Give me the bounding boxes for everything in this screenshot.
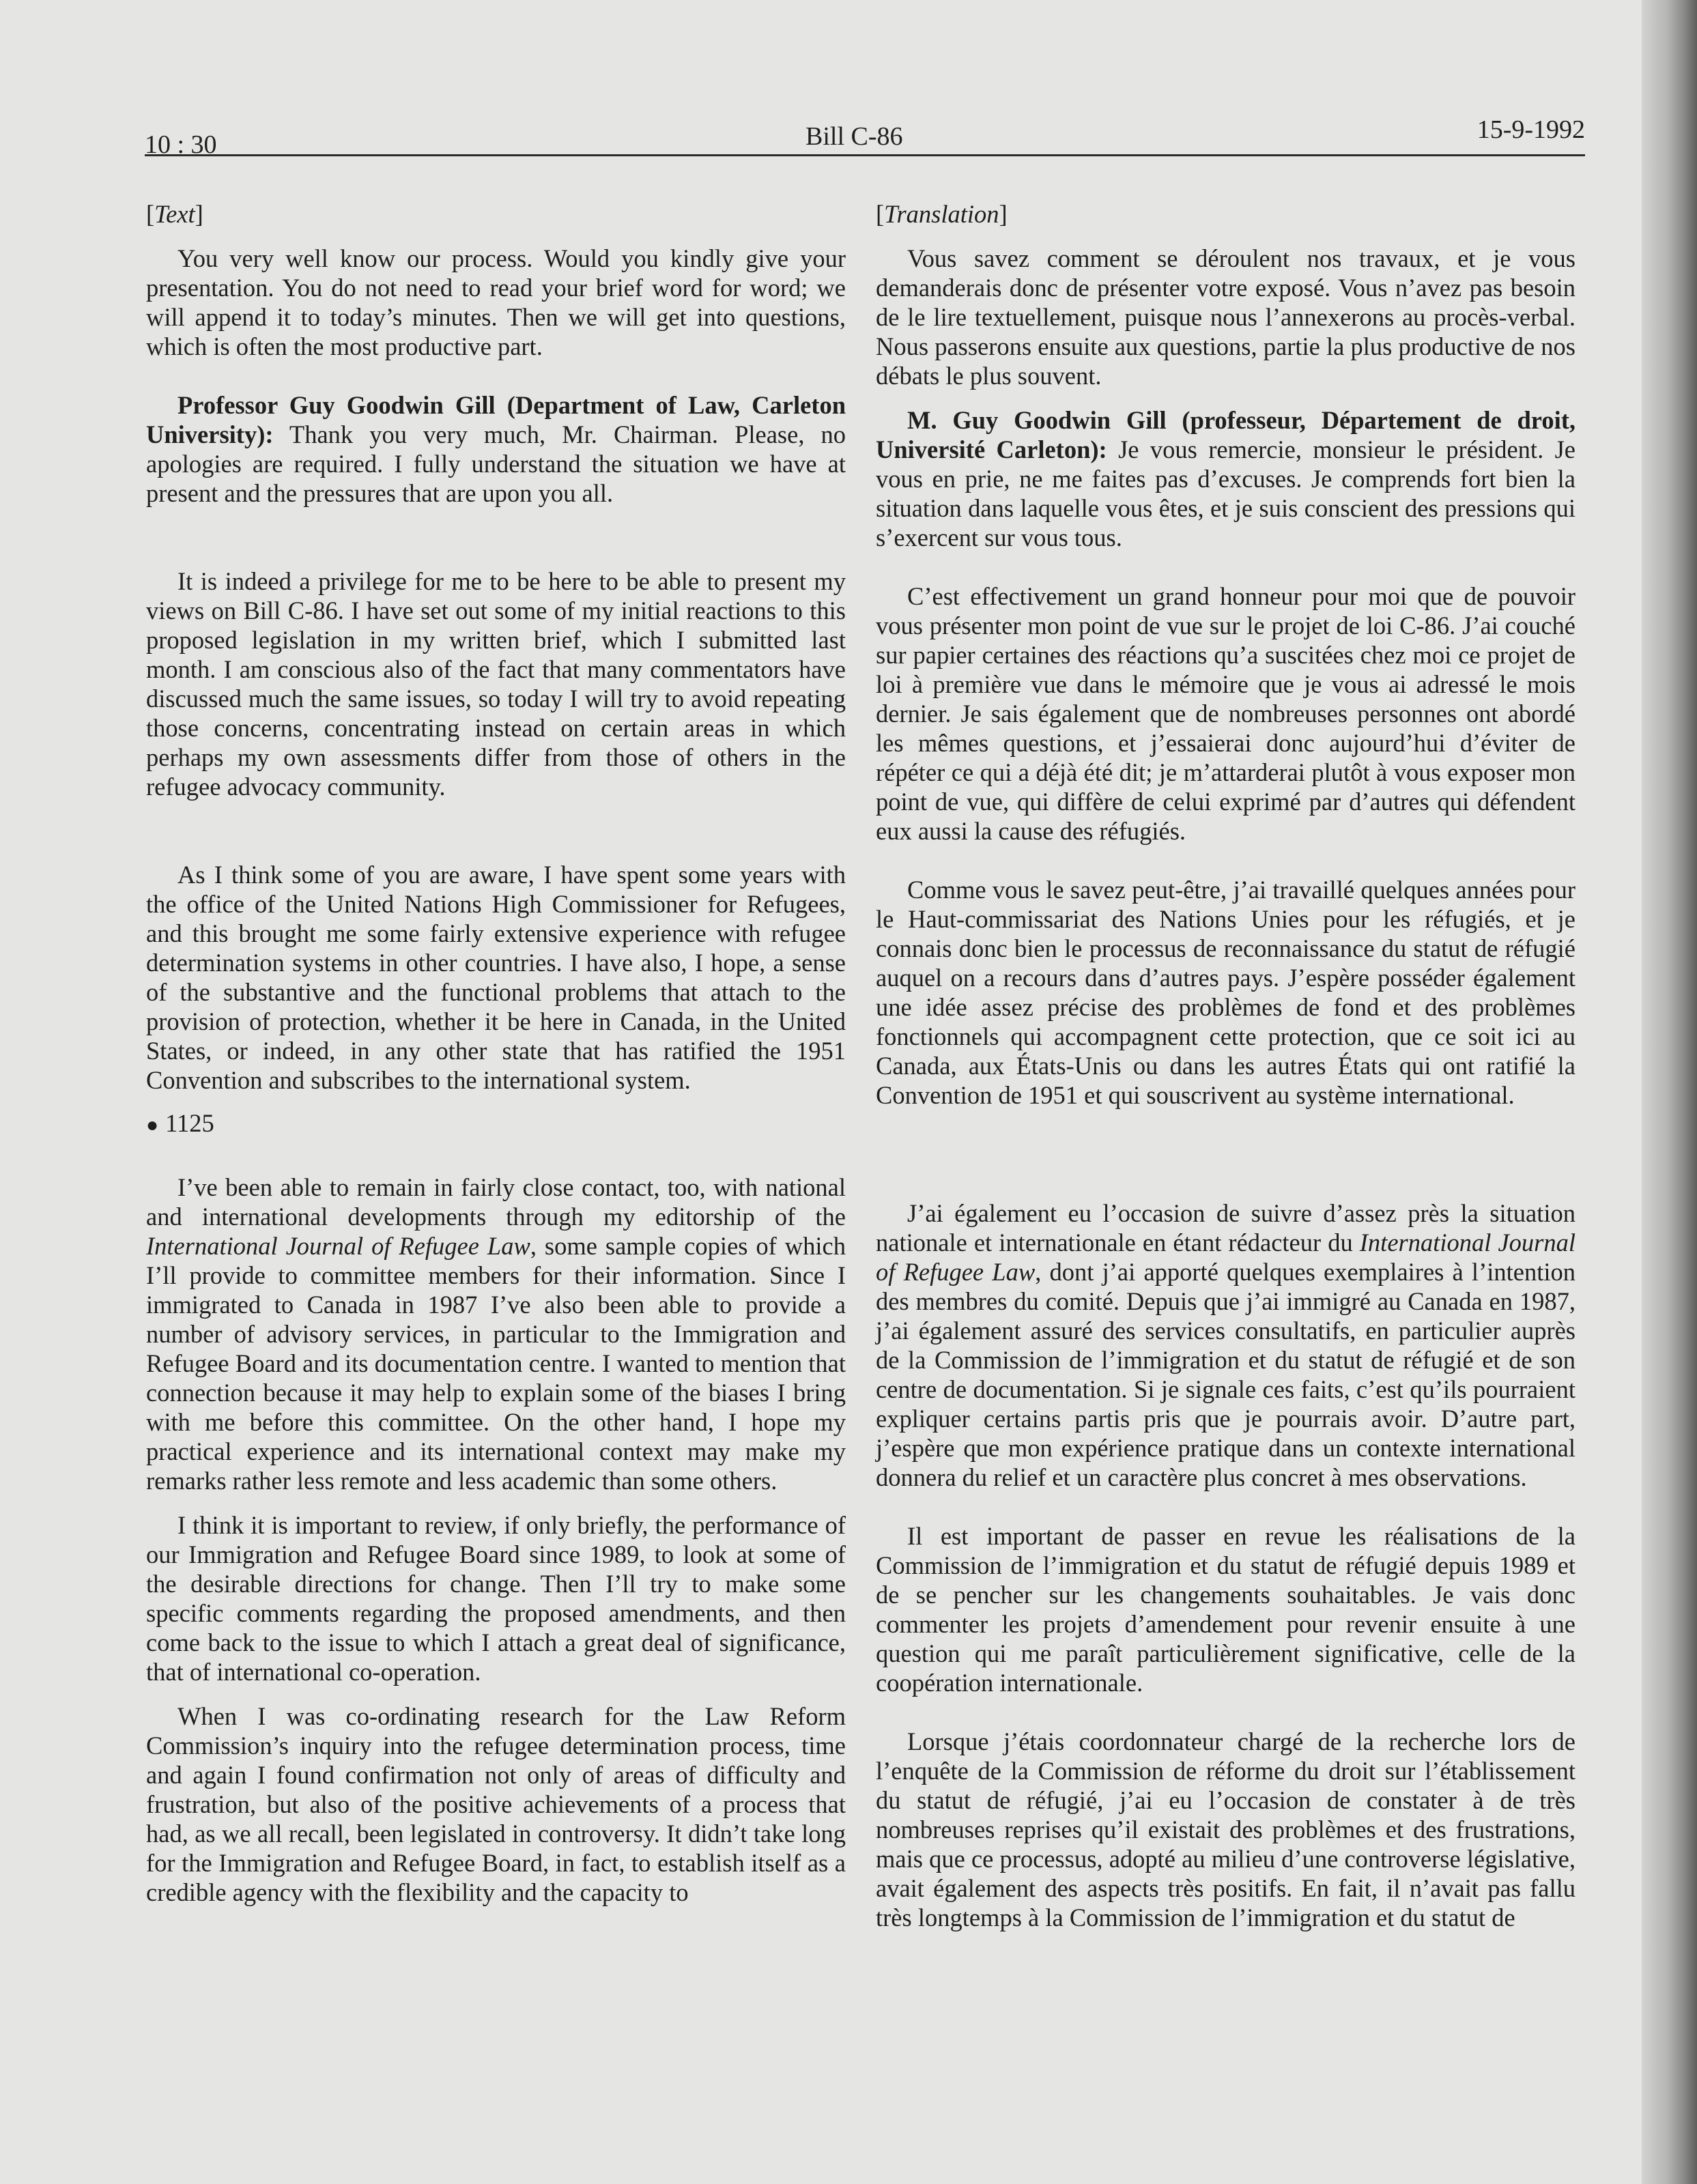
paragraph: J’ai également eu l’occasion de suivre d’assez près la situation nationale et internationale en étant rédacteur du International Journal of Refugee Law, dont j’ai apporté quelques exemplaires à l’intention des membres du comité. Depuis que j’ai immigré au Canada en 1987, j’ai également assuré des services consultatifs, en particulier auprès de la Commission de l’immigration et du statut de réfugié et de son centre de documentation. Si je signale ces faits, c’est qu’ils pourraient expliquer certains partis pris que je pourrais avoir. D’autre part, j’espère que mon expérience pratique dans un contexte international donnera du relief et un caractère plus concret à mes observations. bbox=[876, 1199, 1576, 1491]
paragraph: Il est important de passer en revue les réalisations de la Commission de l’immigration et du statut de réfugié depuis 1989 et de se pencher sur les changements souhaitables. Je vais donc commenter les projets d’amendement pour revenir ensuite à une question qui me paraît particulièrement significative, celle de la coopération internationale. bbox=[876, 1522, 1575, 1697]
running-header bbox=[145, 115, 1585, 159]
section-label: [Translation] bbox=[876, 200, 1008, 228]
paragraph: I’ve been able to remain in fairly close contact, too, with national and international developments through my editorship of the International Journal of Refugee Law, some sample copies of which I’ll provide to committee members for their information. Since I immigrated to Canada in 1987 I’ve also been able to provide a number of advisory services, in particular to the Immigration and Refugee Board and its documentation centre. I wanted to mention that connection because it may help to explain some of the biases I bring with me before this committee. On the other hand, I hope my practical experience and its international context may make my remarks rather less remote and less academic than some others. bbox=[146, 1173, 846, 1495]
speaker-paragraph: M. Guy Goodwin Gill (professeur, Département de droit, Université Carleton): Je vous remercie, monsieur le président. Je vous en prie, ne me faites pas d’excuses. Je comprends fort bien la situation dans laquelle vous êtes, et je suis conscient des pressions qui s’exercent sur vous tous. bbox=[876, 406, 1575, 551]
paragraph: Vous savez comment se déroulent nos travaux, et je vous demanderais donc de présenter votre exposé. Vous n’avez pas besoin de le lire textuellement, puisque nous l’annexerons au procès-verbal. Nous passerons ensuite aux questions, partie la plus productive de nos débats le plus souvent. bbox=[876, 244, 1575, 390]
paragraph: Comme vous le savez peut-être, j’ai travaillé quelques années pour le Haut-commissariat des Nations Unies pour les réfugiés, et je connais donc bien le processus de reconnaissance du statut de réfugié auquel on a recours dans d’autres pays. J’espère posséder également une idée assez précise des problèmes de fond et des problèmes fonctionnels qui accompagnent cette protection, que ce soit ici au Canada, aux États-Unis ou dans les autres États qui ont ratifié la Convention de 1951 et qui souscrivent au système international. bbox=[876, 876, 1575, 1109]
bullet-icon: ● bbox=[146, 1114, 159, 1136]
header-page-number: 10 : 30 bbox=[145, 130, 217, 159]
time-marker: ● 1125 bbox=[146, 1109, 214, 1137]
speaker-name: Professor Guy Goodwin Gill (Department of Law, Carleton University): bbox=[146, 391, 846, 448]
header-date: 15-9-1992 bbox=[1477, 115, 1585, 144]
paragraph: You very well know our process. Would you kindly give your presentation. You do not need to read your brief word for word; we will append it to today’s minutes. Then we will get into questions, which is often the most productive part. bbox=[146, 244, 846, 360]
french-column bbox=[876, 199, 1575, 1932]
page-edge-shadow bbox=[1642, 0, 1697, 2184]
speaker-paragraph: Professor Guy Goodwin Gill (Department of Law, Carleton University): Thank you very much, Mr. Chairman. Please, no apologies are required. I fully understand the situation we have at present and the pressures that are upon you all. bbox=[146, 391, 846, 507]
paragraph: As I think some of you are aware, I have spent some years with the office of the United Nations High Commissioner for Refugees, and this brought me some fairly extensive experience with refugee determination systems in other countries. I have also, I hope, a sense of the substantive and the functional problems that attach to the provision of protection, whether it be here in Canada, in the United States, or indeed, in any other state that has ratified the 1951 Convention and subscribes to the international system. bbox=[146, 861, 846, 1094]
paragraph: C’est effectivement un grand honneur pour moi que de pouvoir vous présenter mon point de vue sur le projet de loi C-86. J’ai couché sur papier certaines des réactions qu’a suscitées chez moi ce projet de loi à première vue dans le mémoire que je vous ai adressé le mois dernier. Je sais également que de nombreuses personnes ont abordé les mêmes questions, et j’essaierai donc aujourd’hui d’éviter de répéter ce qui a déjà été dit; je m’attarderai plutôt à vous exposer mon point de vue, qui diffère de celui exprimé par d’autres qui défendent eux aussi la cause des réfugiés. bbox=[876, 582, 1575, 845]
paragraph: It is indeed a privilege for me to be here to be able to present my views on Bill C-86. I have set out some of my initial reactions to this proposed legislation in my written brief, which I submitted last month. I am conscious also of the fact that many commentators have discussed much the same issues, so today I will try to avoid repeating those concerns, concentrating instead on certain areas in which perhaps my own assessments differ from those of others in the refugee advocacy community. bbox=[146, 567, 846, 801]
paragraph: When I was co-ordinating research for the Law Reform Commission’s inquiry into the refugee determination process, time and again I found confirmation not only of areas of difficulty and frustration, but also of the positive achievements of a process that had, as we all recall, been legislated in controversy. It didn’t take long for the Immigration and Refugee Board, in fact, to establish itself as a credible agency with the flexibility and the capacity to bbox=[146, 1702, 846, 1906]
journal-title: International Journal of Refugee Law bbox=[876, 1228, 1576, 1286]
header-rule bbox=[145, 154, 1585, 156]
section-label: [Text] bbox=[146, 200, 203, 228]
journal-title: International Journal of Refugee Law bbox=[146, 1232, 530, 1260]
header-bill-title: Bill C-86 bbox=[805, 122, 903, 151]
paragraph: I think it is important to review, if only briefly, the performance of our Immigration and Refugee Board since 1989, to look at some of the desirable directions for change. Then I’ll try to make some specific comments regarding the proposed amendments, and then come back to the issue to which I attach a great deal of significance, that of international co-operation. bbox=[146, 1511, 846, 1686]
english-column bbox=[146, 199, 846, 1907]
speaker-name: M. Guy Goodwin Gill (professeur, Département de droit, Université Carleton): bbox=[876, 406, 1575, 463]
paragraph: Lorsque j’étais coordonnateur chargé de la recherche lors de l’enquête de la Commission de réforme du droit sur l’établissement du statut de réfugié, j’ai eu l’occasion de constater à de très nombreuses reprises qu’il existait des problèmes et des frustrations, mais que ce processus, adopté au milieu d’une controverse législative, avait également des aspects très positifs. En fait, il n’avait pas fallu très longtemps à la Commission de l’immigration et du statut de bbox=[876, 1727, 1575, 1931]
